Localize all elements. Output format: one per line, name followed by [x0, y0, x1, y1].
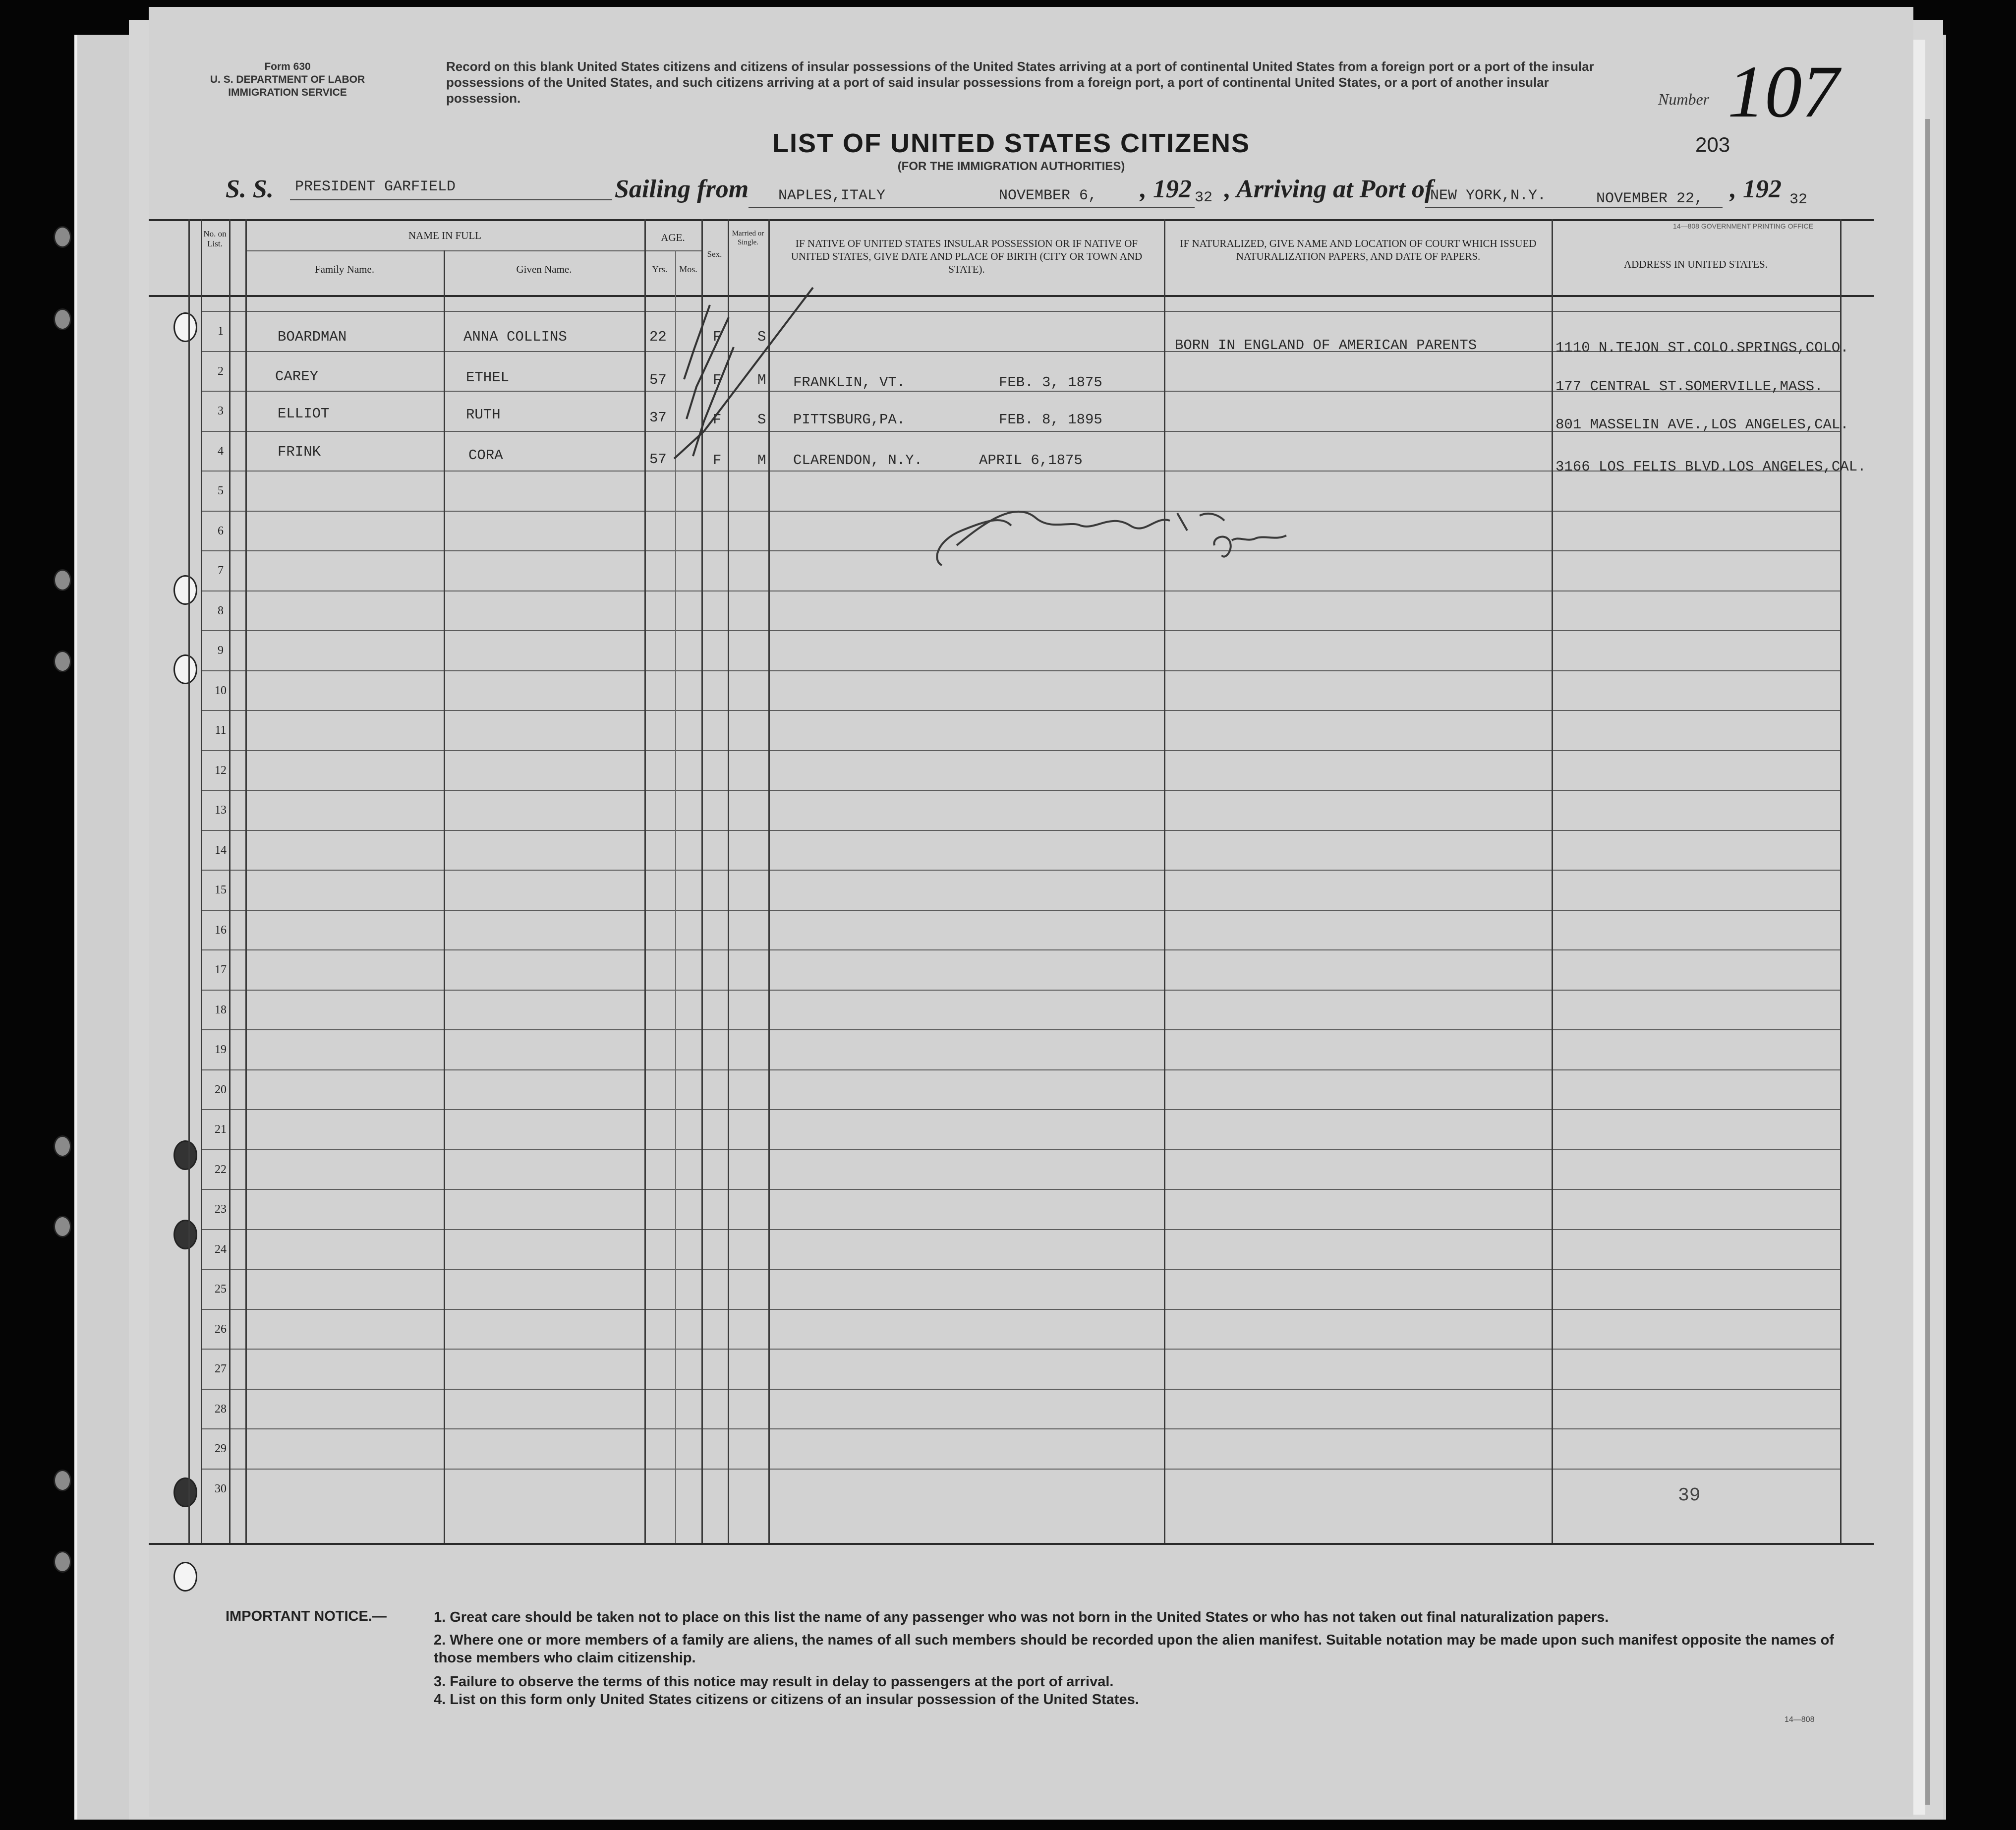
sail-year-suffix: 32: [1195, 189, 1213, 206]
header-family-name: Family Name.: [314, 263, 375, 275]
family-name: FRINK: [278, 444, 321, 460]
row-number: 21: [215, 1123, 227, 1136]
page-subtitle: (FOR THE IMMIGRATION AUTHORITIES): [897, 160, 1125, 173]
row-number: 11: [215, 724, 227, 737]
row-number: 25: [215, 1283, 227, 1296]
birth-date: APRIL 6,1875: [979, 452, 1083, 469]
row-number: 27: [215, 1362, 227, 1375]
check-mark-icon: [674, 288, 813, 459]
check-mark-icon: [687, 317, 729, 419]
marital-status: M: [757, 452, 766, 469]
row-number: 5: [218, 484, 224, 497]
notice-item: 3. Failure to observe the terms of this notice may result in delay to passengers at the port of arrival.: [434, 1674, 1114, 1690]
page-number: 203: [1695, 133, 1730, 156]
family-name: ELLIOT: [278, 406, 330, 422]
given-name: ETHEL: [466, 369, 510, 386]
row-number: 4: [218, 445, 224, 458]
row-number: 18: [215, 1004, 227, 1016]
form-code: 14—808: [1785, 1715, 1815, 1724]
ship-name: PRESIDENT GARFIELD: [295, 178, 456, 195]
row-number: 15: [215, 884, 227, 896]
ss-label: S. S.: [226, 175, 274, 203]
header-name-in-full: NAME IN FULL: [408, 230, 481, 241]
given-name: CORA: [468, 447, 503, 464]
header-address: ADDRESS IN UNITED STATES.: [1624, 258, 1768, 270]
birth-place: PITTSBURG,PA.: [793, 412, 906, 428]
header-age-years: Yrs.: [652, 264, 668, 274]
birth-date: FEB. 8, 1895: [999, 412, 1102, 428]
row-number: 29: [215, 1442, 227, 1455]
notice-item: 1. Great care should be taken not to place on this list the name of any passenger who was not born in the United States or who has not taken out final naturalization papers.: [434, 1609, 1609, 1625]
birth-date: FEB. 3, 1875: [999, 374, 1102, 391]
address: 801 MASSELIN AVE.,LOS ANGELES,CAL.: [1555, 416, 1849, 433]
row-number: 2: [218, 365, 224, 378]
row-number: 8: [218, 604, 224, 617]
age-years: 22: [649, 329, 667, 345]
row-number: 13: [215, 804, 227, 817]
department-name: U. S. DEPARTMENT OF LABOR: [210, 74, 365, 85]
address: 1110 N.TEJON ST.COLO.SPRINGS,COLO.: [1555, 340, 1849, 356]
row-number: 26: [215, 1323, 227, 1336]
address: 3166 LOS FELIS BLVD.LOS ANGELES,CAL.: [1555, 459, 1866, 475]
row-number: 20: [215, 1083, 227, 1096]
inspector-signature: [937, 512, 1286, 565]
marital-status: M: [757, 372, 766, 388]
form-instructions: Record on this blank United States citizens and citizens of insular possessions of the United States arriving at a port of continental United States from a foreign port or a port of the insular possessions of the United States, and such citizens arriving at a port of said insular possessions from a foreign port, a port of continental United States, or a port of another insular possession.: [446, 59, 1594, 106]
family-name: CAREY: [275, 368, 319, 385]
notice-item: 4. List on this form only United States citizens or citizens of an insular possession of the United States.: [434, 1692, 1139, 1708]
form-number: Form 630: [264, 61, 311, 72]
header-naturalization: IF NATURALIZED, GIVE NAME AND LOCATION OF COURT WHICH ISSUED NATURALIZATION PAPERS, AND DATE OF PAPERS.: [1180, 237, 1537, 262]
arrive-year-prefix: , 192: [1730, 175, 1782, 203]
age-years: 37: [649, 410, 667, 426]
printer-code: 14—808 GOVERNMENT PRINTING OFFICE: [1673, 222, 1813, 230]
sex: F: [713, 329, 722, 345]
given-name: RUTH: [466, 407, 501, 423]
departure-port: NAPLES,ITALY: [778, 187, 886, 204]
naturalization-note: BORN IN ENGLAND OF AMERICAN PARENTS: [1175, 337, 1477, 354]
number-label: Number: [1658, 90, 1710, 108]
sex: F: [713, 412, 722, 428]
header-no-on-list: No. on List.: [203, 229, 227, 248]
marital-status: S: [757, 412, 766, 428]
header-sex: Sex.: [707, 249, 722, 259]
arrival-date: NOVEMBER 22,: [1596, 190, 1704, 207]
age-years: 57: [649, 451, 667, 468]
departure-date: NOVEMBER 6,: [999, 187, 1097, 204]
family-name: BOARDMAN: [278, 329, 347, 345]
row-number: 3: [218, 405, 224, 417]
row-number: 6: [218, 525, 224, 537]
header-given-name: Given Name.: [516, 263, 572, 275]
sailing-from-label: Sailing from: [615, 175, 749, 203]
page-title: LIST OF UNITED STATES CITIZENS: [772, 128, 1250, 158]
row-number: 1: [218, 325, 224, 338]
birth-place: CLARENDON, N.Y.: [793, 452, 923, 469]
row-number: 12: [215, 764, 227, 777]
age-years: 57: [649, 372, 667, 388]
sail-year-prefix: , 192: [1140, 175, 1192, 203]
row-number: 7: [218, 564, 224, 577]
arriving-label: , Arriving at Port of: [1224, 175, 1434, 203]
notice-item: 2. Where one or more members of a family are aliens, the names of all such members should be recorded upon the alien manifest. Suitable notation may be made upon such manifest opposite the names of those members who claim citizenship.: [434, 1632, 1834, 1666]
row-number: 16: [215, 924, 227, 937]
service-name: IMMIGRATION SERVICE: [228, 87, 347, 98]
marital-status: S: [757, 329, 766, 345]
row-number: 30: [215, 1482, 227, 1495]
row-number: 14: [215, 844, 227, 857]
arrival-port: NEW YORK,N.Y.: [1430, 187, 1547, 204]
list-number: 107: [1728, 51, 1839, 133]
birth-place: FRANKLIN, VT.: [793, 374, 906, 391]
arrive-year-suffix: 32: [1789, 191, 1808, 208]
notice-label: IMPORTANT NOTICE.—: [226, 1608, 387, 1624]
page-stamp: 39: [1678, 1485, 1701, 1506]
row-number: 9: [218, 644, 224, 657]
header-age: AGE.: [661, 232, 685, 243]
row-number: 28: [215, 1403, 227, 1416]
row-number: 23: [215, 1203, 227, 1216]
header-marital-status: Married or Single.: [732, 230, 764, 246]
address: 177 CENTRAL ST.SOMERVILLE,MASS.: [1555, 378, 1823, 395]
row-number: 17: [215, 963, 227, 976]
row-number: 24: [215, 1243, 227, 1256]
row-number: 22: [215, 1163, 227, 1176]
header-age-months: Mos.: [679, 264, 697, 274]
sex: F: [713, 452, 722, 469]
row-number: 19: [215, 1043, 227, 1056]
header-birth-place: IF NATIVE OF UNITED STATES INSULAR POSSESSION OR IF NATIVE OF UNITED STATES, GIVE DATE AND PLACE OF BIRTH (CITY OR TOWN AND STATE).: [791, 237, 1143, 275]
sex: F: [713, 372, 722, 388]
row-number: 10: [215, 684, 227, 697]
given-name: ANNA COLLINS: [463, 329, 567, 345]
